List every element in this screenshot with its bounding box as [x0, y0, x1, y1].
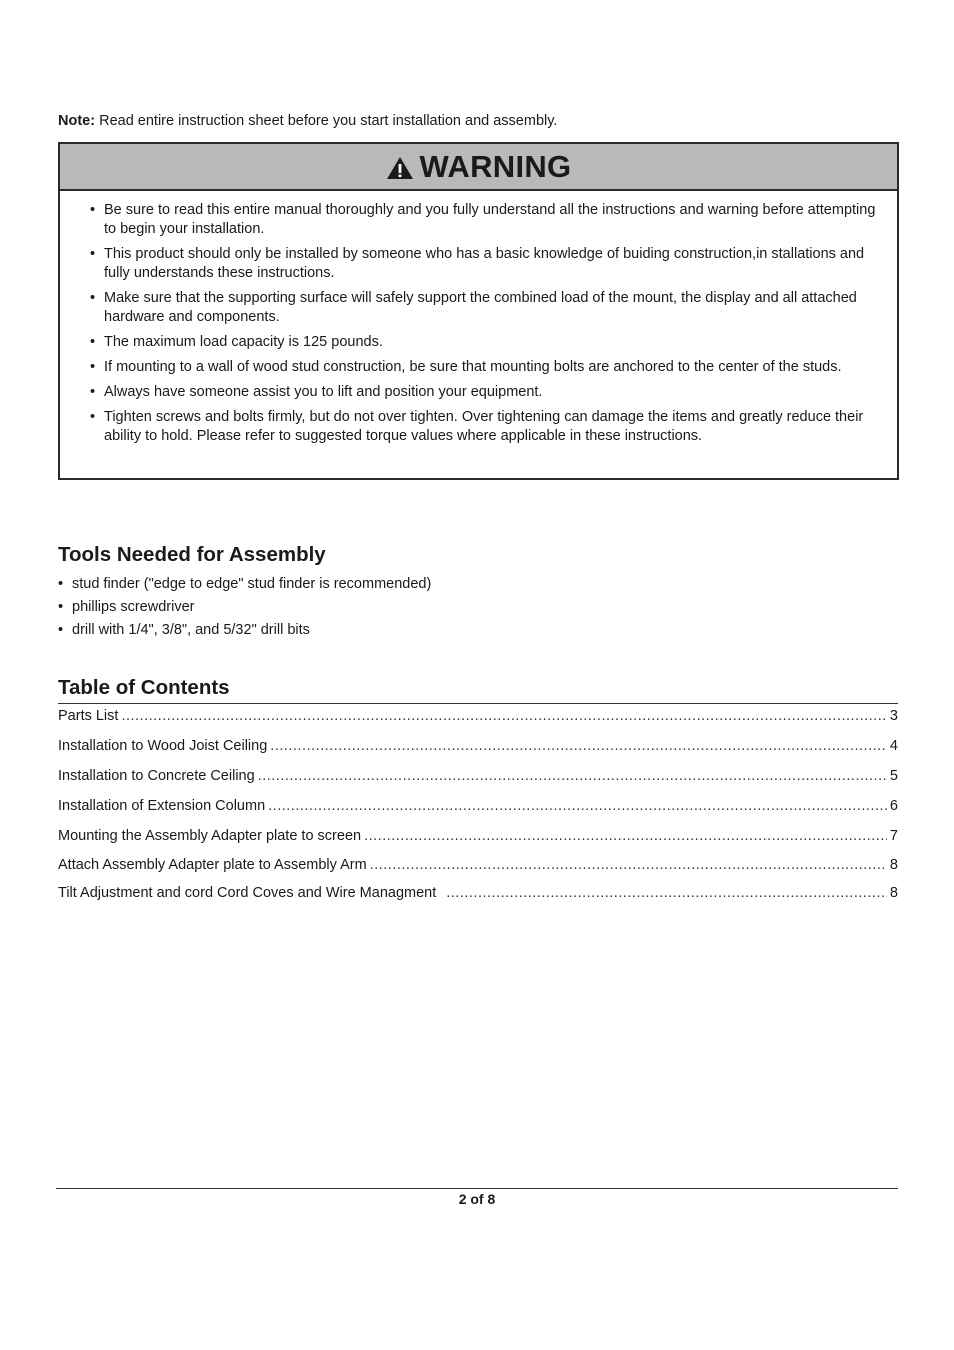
- toc-entry-page: 5: [889, 768, 898, 784]
- toc-entry[interactable]: [58, 768, 898, 798]
- footer-divider: [56, 1188, 898, 1189]
- tool-item: • phillips screwdriver: [58, 596, 431, 619]
- toc-entry-title: Tilt Adjustment and cord Cord Coves and Wire Managment: [58, 885, 437, 901]
- warning-item: • Always have someone assist you to lift and position your equipment.: [60, 383, 897, 402]
- toc-entry-title: Installation of Extension Column: [58, 798, 266, 814]
- toc-entry-page: 8: [889, 885, 898, 901]
- warning-title: WARNING: [419, 148, 572, 184]
- warning-triangle-icon: [386, 156, 414, 180]
- note-label: Note:: [58, 113, 96, 129]
- table-of-contents: [58, 708, 898, 913]
- toc-entry[interactable]: [58, 857, 898, 885]
- warning-box: [58, 142, 899, 480]
- toc-heading: Table of Contents: [58, 676, 230, 699]
- toc-entry-page: 6: [889, 798, 898, 814]
- toc-leader: [364, 828, 887, 844]
- warning-item: • If mounting to a wall of wood stud construction, be sure that mounting bolts are anchored to the center of the studs.: [60, 358, 897, 377]
- warning-item: • Tighten screws and bolts firmly, but do not over tighten. Over tightening can damage the items and greatly reduce their ability to hold. Please refer to suggested torque values where applicable in these instructions.: [60, 408, 897, 446]
- toc-entry-page: 4: [889, 738, 898, 754]
- toc-entry-title: Parts List: [58, 708, 119, 724]
- toc-entry[interactable]: [58, 828, 898, 857]
- toc-leader: [446, 885, 887, 901]
- warning-header: [60, 144, 897, 191]
- toc-entry-page: 7: [889, 828, 898, 844]
- toc-divider: [58, 703, 898, 704]
- toc-entry-page: 3: [889, 708, 898, 724]
- tools-heading: Tools Needed for Assembly: [58, 543, 326, 566]
- toc-entry[interactable]: [58, 798, 898, 828]
- toc-leader: [258, 768, 887, 784]
- toc-entry-title: Installation to Wood Joist Ceiling: [58, 738, 268, 754]
- note-text: Read entire instruction sheet before you start installation and assembly.: [95, 113, 558, 129]
- warning-item: • Make sure that the supporting surface will safely support the combined load of the mount, the display and all attached hardware and components.: [60, 289, 897, 327]
- toc-entry[interactable]: [58, 708, 898, 738]
- warning-item: • Be sure to read this entire manual thoroughly and you fully understand all the instructions and warning before attempting to begin your installation.: [60, 201, 897, 239]
- toc-entry-page: 8: [889, 857, 898, 873]
- tool-item: • stud finder ("edge to edge" stud finder is recommended): [58, 573, 431, 596]
- warning-item: • This product should only be installed by someone who has a basic knowledge of buiding construction,in stallations and fully understands these instructions.: [60, 245, 897, 283]
- toc-entry[interactable]: [58, 885, 898, 913]
- page-number: 2 of 8: [458, 1191, 496, 1207]
- note-line: [58, 113, 557, 129]
- toc-entry-title: Mounting the Assembly Adapter plate to screen: [58, 828, 362, 844]
- warning-item: • The maximum load capacity is 125 pounds.: [60, 333, 897, 352]
- toc-entry-title: Attach Assembly Adapter plate to Assembly Arm: [58, 857, 367, 873]
- toc-entry-title: Installation to Concrete Ceiling: [58, 768, 255, 784]
- tools-list: [58, 573, 431, 642]
- tool-item: • drill with 1/4", 3/8", and 5/32" drill bits: [58, 619, 431, 642]
- warning-list: [60, 191, 897, 446]
- toc-leader: [121, 708, 886, 724]
- toc-leader: [270, 738, 887, 754]
- toc-entry[interactable]: [58, 738, 898, 768]
- toc-leader: [370, 857, 887, 873]
- toc-leader: [268, 798, 887, 814]
